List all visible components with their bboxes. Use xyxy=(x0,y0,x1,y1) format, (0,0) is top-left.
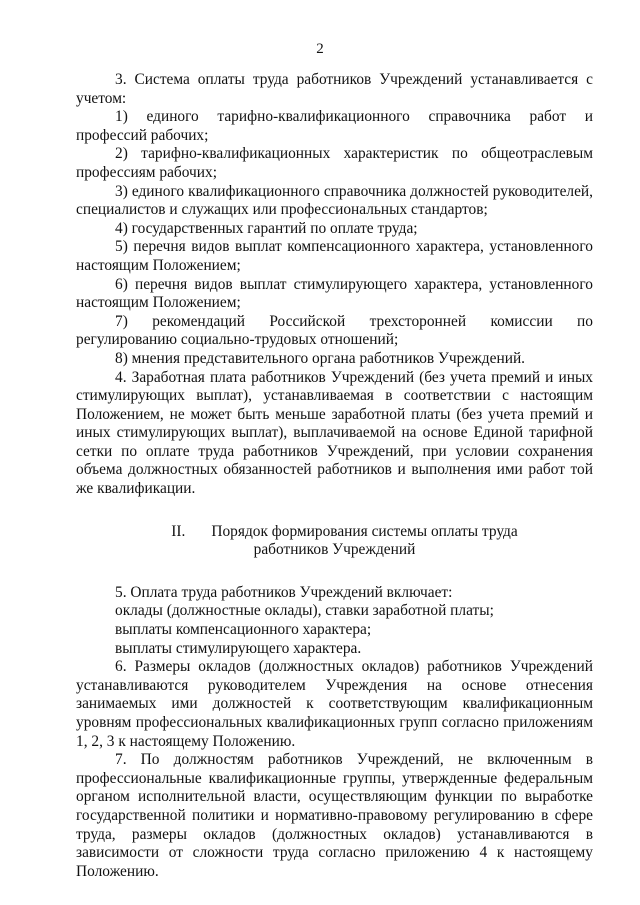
section-heading xyxy=(76,523,593,560)
payment-item-incentive: выплаты стимулирующего характера. xyxy=(115,639,362,657)
section-title-line-2: работников Учреждений xyxy=(253,541,416,559)
list-item-6: 6) перечня видов выплат стимулирующего характера, установленного настоящим Положением; xyxy=(76,275,593,312)
list-item-7: 7) рекомендаций Российской трехсторонней комиссии по регулированию социально-трудовых отношений; xyxy=(76,312,593,349)
section-number: II. xyxy=(171,522,186,540)
list-item-3: 3) единого квалификационного справочника должностей руководителей, специалистов и служащих или профессиональных стандартов; xyxy=(76,182,593,219)
section-title-line-1: Порядок формирования системы оплаты труда xyxy=(211,522,518,540)
page-number: 2 xyxy=(316,41,324,57)
paragraph-5: 5. Оплата труда работников Учреждений включает: xyxy=(115,583,453,601)
list-item-2: 2) тарифно-квалификационных характеристик по общеотраслевым профессиям рабочих; xyxy=(76,145,593,181)
document-body xyxy=(76,71,593,881)
list-item-5: 5) перечня видов выплат компенсационного характера, установленного настоящим Положением; xyxy=(76,238,593,274)
payment-item-compensation: выплаты компенсационного характера; xyxy=(115,621,372,639)
paragraph-3-intro: 3. Система оплаты труда работников Учреждений устанавливается с учетом: xyxy=(76,71,593,107)
paragraph-7: 7. По должностям работников Учреждений, не включенным в профессиональные квалификационные группы, утвержденные федеральным органом исполнительной власти, осуществляющим функции по выработке государственной политики и нормативно-правовому регулированию в сфере труда, размеры окладов (должностных окладов) устанавливаются в зависимости от сложности труда согласно приложению 4 к настоящему Положению. xyxy=(76,751,593,880)
payment-item-salaries: оклады (должностные оклады), ставки заработной платы; xyxy=(115,602,494,620)
list-item-8: 8) мнения представительного органа работников Учреждений. xyxy=(115,349,526,367)
list-item-4: 4) государственных гарантий по оплате труда; xyxy=(115,219,418,237)
paragraph-4: 4. Заработная плата работников Учреждений (без учета премий и иных стимулирующих выплат), устанавливаемая в соответствии с настоящим Положением, не может быть меньше заработной платы (без учета премий и иных стимулирующих выплат), выплачиваемой на основе Единой тарифной сетки по оплате труда работников Учреждений, при условии сохранения объема должностных обязанностей работников и выполнения ими работ той же квалификации. xyxy=(76,368,593,498)
section-heading-line-1 xyxy=(76,523,593,542)
list-item-1: 1) единого тарифно-квалификационного справочника работ и профессий рабочих; xyxy=(76,108,593,144)
paragraph-6: 6. Размеры окладов (должностных окладов) работников Учреждений устанавливаются руководителем Учреждения на основе отнесения занимаемых ими должностей к соответствующим квалификационным уровням профессиональных квалификационных групп согласно приложениям 1, 2, 3 к настоящему Положению. xyxy=(76,658,593,750)
